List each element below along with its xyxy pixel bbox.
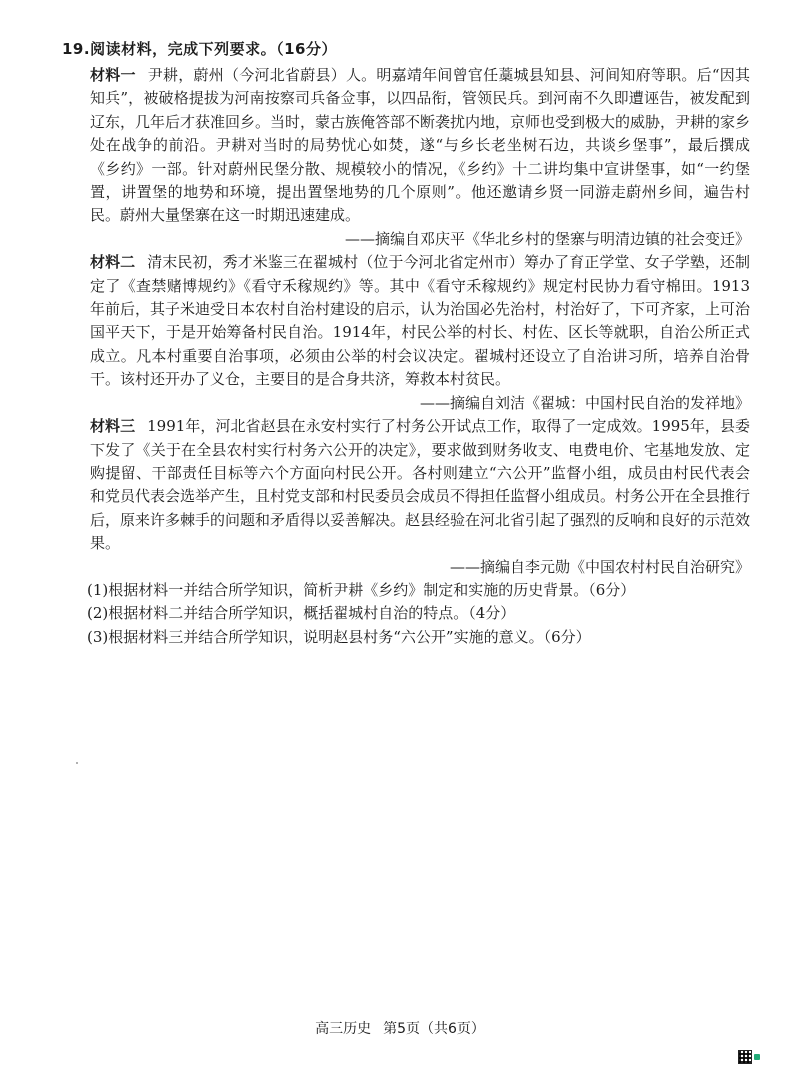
material-2 (90, 251, 750, 391)
material-1-source: ——摘编自邓庆平《华北乡村的堡寨与明清边镇的社会变迁》 (344, 229, 750, 248)
scanner-watermark (738, 1050, 788, 1064)
material-2-label: 材料二 (90, 253, 136, 272)
sub-question-1: (1)根据材料一并结合所学知识，简析尹耕《乡约》制定和实施的历史背景。（6分） (87, 580, 636, 599)
page-footer (0, 1018, 800, 1038)
scan-speck (76, 762, 78, 764)
footer-subject: 高三历史 (315, 1021, 372, 1037)
material-3-source: ——摘编自李元勋《中国农村村民自治研究》 (449, 557, 750, 576)
material-1-label: 材料一 (90, 66, 136, 84)
question-title: 19.阅读材料，完成下列要求。（16分） (62, 40, 337, 58)
material-2-text: 清末民初，秀才米鉴三在翟城村（位于今河北省定州市）筹办了育正学堂、女子学塾，还制定了《查禁赌博规约》《看守禾稼规约》等。其中《看守禾稼规约》规定村民协力看守棉田。1913年前后，其子米迪受日本农村自治村建设的启示，认为治国必先治村，村治好了，下可齐家，上可治国平天下，于是开始筹备村民自治。1914年，村民公举的村长、村佐、区长等就职，自治公所正式成立。凡本村重要自治事项，必须由公举的村会议决定。翟城村还设立了自治讲习所，培养自治骨干。该村还开办了义仓，主要目的是合身共济，筹救本村贫民。 (90, 253, 751, 389)
material-1-text: 尹耕，蔚州（今河北省蔚县）人。明嘉靖年间曾官任藁城县知县、河间知府等职。后“因其知兵”，被破格提拔为河南按察司兵备佥事，以四品衔，管领民兵。到河南不久即遭诬告，被发配到辽东，几年后才获准回乡。当时，蒙古族俺答部不断袭扰内地，京师也受到极大的威胁，尹耕的家乡处在战争的前沿。尹耕对当时的局势忧心如焚，遂“与乡长老坐树石边，共谈乡堡事”，最后撰成《乡约》一部。针对蔚州民堡分散、规模较小的情况，《乡约》十二讲均集中宣讲堡事，如“一约堡置，讲置堡的地势和环境，提出置堡地势的几个原则”。他还邀请乡贤一同游走蔚州乡间，遍告村民。蔚州大量堡寨在这一时期迅速建成。 (90, 66, 751, 225)
scanner-logo-icon (754, 1054, 760, 1060)
question-body (87, 64, 751, 649)
material-2-source: ——摘编自刘洁《翟城：中国村民自治的发祥地》 (419, 393, 750, 412)
sub-question-2: (2)根据材料二并结合所学知识，概括翟城村自治的特点。（4分） (87, 604, 516, 623)
qr-code-icon (738, 1050, 752, 1064)
sub-question-3: (3)根据材料三并结合所学知识，说明赵县村务“六公开”实施的意义。（6分） (87, 627, 591, 646)
material-3-text: 1991年，河北省赵县在永安村实行了村务公开试点工作，取得了一定成效。1995年，县委下发了《关于在全县农村实行村务六公开的决定》，要求做到财务收支、电费电价、宅基地发放、定购提留、干部责任目标等六个方面向村民公开。各村则建立“六公开”监督小组，成员由村民代表会和党员代表会选举产生，且村党支部和村民委员会成员不得担任监督小组成员。村务公开在全县推行后，原来许多棘手的问题和矛盾得以妥善解决。赵县经验在河北省引起了强烈的反响和良好的示范效果。 (90, 417, 751, 553)
material-3 (90, 415, 750, 555)
material-1 (90, 64, 750, 228)
material-3-label: 材料三 (90, 417, 136, 436)
footer-page-number: 第5页（共6页） (383, 1021, 485, 1037)
